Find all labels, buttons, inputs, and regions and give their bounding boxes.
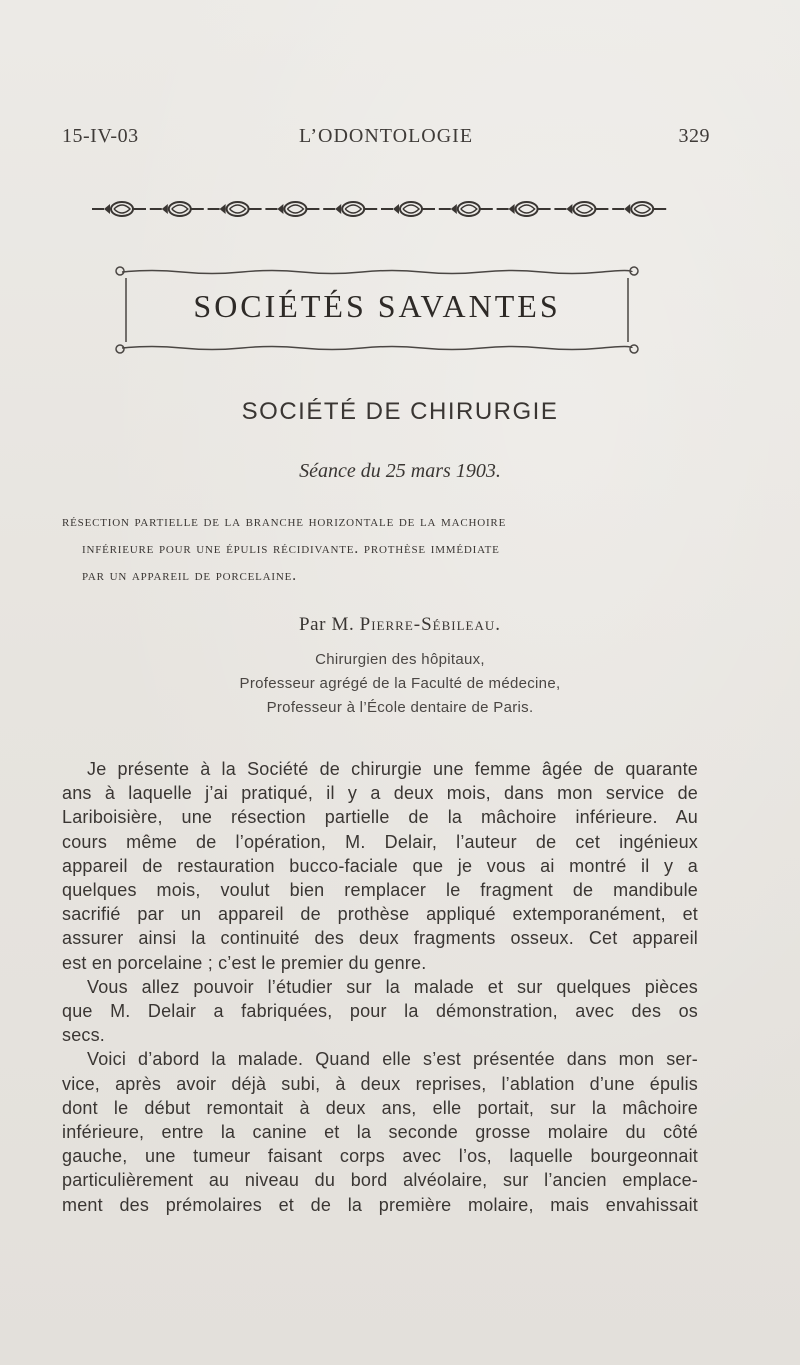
ornament-unit (439, 202, 493, 216)
article-title-line: résection partielle de la branche horizontale de la machoire (62, 513, 507, 530)
byline-prefix: Par M. (298, 614, 355, 635)
paragraph (62, 757, 698, 975)
text-line: Vous allez pouvoir l’étudier sur la malade et sur quelques pièces (87, 976, 698, 997)
article-title-line: par un appareil de porcelaine. (82, 567, 297, 584)
text-line: inférieure, entre la canine et la seconde grosse molaire du côté (62, 1122, 698, 1143)
page-number: 329 (678, 125, 710, 147)
text-line: assurer ainsi la continuité des deux fragments osseux. Cet appareil (62, 928, 698, 949)
ornament-unit (323, 202, 377, 216)
society-heading: SOCIÉTÉ DE CHIRURGIE (241, 398, 559, 425)
ornament-unit (497, 202, 551, 216)
text-line: secs. (62, 1025, 106, 1046)
text-line: appareil de restauration bucco-faciale que je vous ai montré il y a (62, 855, 698, 876)
ornament-unit (92, 202, 146, 216)
issue-date: 15-IV-03 (62, 125, 139, 147)
ornament-unit (150, 202, 204, 216)
text-line: Je présente à la Société de chirurgie une femme âgée de quarante (87, 759, 698, 779)
session-date: Séance du 25 mars 1903. (299, 460, 501, 482)
text-line: cours même de l’opération, M. Delair, l’auteur de cet ingénieux (62, 831, 698, 852)
text-line: Voici d’abord la malade. Quand elle s’est présentée dans mon ser- (87, 1049, 698, 1070)
text-line: que M. Delair a fabriquées, pour la démonstration, avec des os (62, 1001, 698, 1022)
byline (0, 614, 800, 636)
text-line: sacrifié par un appareil de prothèse appliqué extemporanément, et (62, 904, 698, 925)
section-title: SOCIÉTÉS SAVANTES (193, 288, 561, 324)
paragraph (62, 975, 698, 1048)
ornament-unit (554, 202, 608, 216)
ornament-unit (381, 202, 435, 216)
ornament-unit (265, 202, 319, 216)
text-line: Lariboisière, une résection partielle de la mâchoire inférieure. Au (62, 807, 698, 828)
text-line: ans à laquelle j’ai pratiqué, il y a deux mois, dans mon service de (62, 783, 698, 804)
section-title-frame (112, 262, 642, 358)
author-name: Pierre-Sébileau. (359, 614, 502, 635)
text-line: est en porcelaine ; c’est le premier du genre. (62, 952, 427, 973)
ornament-unit (612, 202, 666, 216)
author-titles (0, 648, 800, 720)
article-title-line: inférieure pour une épulis récidivante. prothèse immédiate (82, 540, 500, 557)
author-title-line: Professeur agrégé de la Faculté de médecine, (239, 675, 561, 692)
article-body (62, 757, 698, 1217)
paragraph (62, 1047, 698, 1216)
author-title-line: Professeur à l’École dentaire de Paris. (266, 699, 534, 716)
ornament-band (90, 198, 668, 220)
author-title-line: Chirurgien des hôpitaux, (315, 651, 485, 668)
journal-title: L’ODONTOLOGIE (298, 125, 474, 147)
text-line: dont le début remontait à deux ans, elle portait, sur la mâchoire (62, 1097, 698, 1118)
article-title (62, 508, 712, 589)
text-line: quelques mois, voulut bien remplacer le fragment de mandibule (62, 880, 698, 901)
text-line: vice, après avoir déjà subi, à deux reprises, l’ablation d’une épulis (62, 1073, 698, 1094)
text-line: gauche, une tumeur faisant corps avec l’os, laquelle bourgeonnait (62, 1146, 698, 1167)
text-line: particulièrement au niveau du bord alvéolaire, sur l’ancien emplace- (62, 1170, 698, 1191)
text-line: ment des prémolaires et de la première molaire, mais envahissait (62, 1194, 698, 1215)
running-head (62, 125, 710, 155)
ornament-unit (208, 202, 262, 216)
